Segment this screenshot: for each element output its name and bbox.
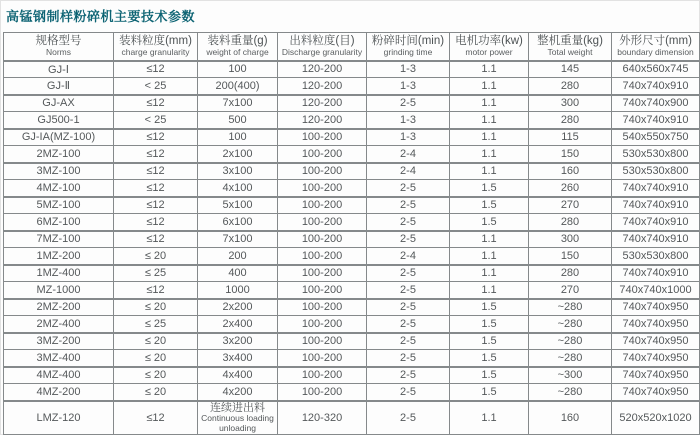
cell: 2MZ-200 [4, 299, 114, 316]
cell: ≤12 [114, 180, 198, 197]
cell: 100-200 [278, 282, 367, 299]
table-row [4, 384, 700, 401]
cell: 2-4 [367, 163, 450, 180]
cell: ≤12 [114, 129, 198, 146]
column-header-zh: 粉碎时间(min) [371, 34, 445, 47]
cell: 150 [529, 146, 612, 163]
cell: 4MZ-400 [4, 367, 114, 384]
cell: ~280 [529, 299, 612, 316]
cell: 2-5 [367, 367, 450, 384]
cell: 100-200 [278, 163, 367, 180]
cell: 520x520x1020 [612, 401, 700, 435]
cell: ≤12 [114, 282, 198, 299]
cell: 100 [198, 129, 278, 146]
cell: 500 [198, 112, 278, 129]
cell: 1.1 [450, 265, 529, 282]
table-row [4, 248, 700, 265]
cell: 1.1 [450, 78, 529, 95]
column-header-zh: 规格型号 [35, 34, 82, 47]
cell: 2-5 [367, 401, 450, 435]
cell: 4x400 [198, 367, 278, 384]
cell: 100-200 [278, 129, 367, 146]
cell: 740x740x950 [612, 384, 700, 401]
cell: ≤12 [114, 401, 198, 435]
cell-line: Continuous loading [201, 413, 274, 424]
cell: 1.1 [450, 401, 529, 435]
column-header-en: Discharge granularity [281, 47, 363, 58]
cell: 4MZ-200 [4, 384, 114, 401]
cell: 1.1 [450, 146, 529, 163]
cell: ≤ 20 [114, 350, 198, 367]
cell: 5x100 [198, 197, 278, 214]
cell: 5MZ-100 [4, 197, 114, 214]
column-header-en: grinding time [383, 47, 433, 58]
cell: ~280 [529, 316, 612, 333]
cell: 4MZ-100 [4, 180, 114, 197]
cell: GJ-Ⅱ [4, 78, 114, 95]
table-row [4, 299, 700, 316]
cell: 1.5 [450, 299, 529, 316]
cell: 2-5 [367, 180, 450, 197]
cell-line: 连续进出料 [210, 402, 265, 415]
cell: LMZ-120 [4, 401, 114, 435]
cell: 260 [529, 180, 612, 197]
cell: MZ-1000 [4, 282, 114, 299]
cell: 740x740x1000 [612, 282, 700, 299]
cell: 2x200 [198, 299, 278, 316]
cell: 740x740x910 [612, 214, 700, 231]
cell: 2-5 [367, 384, 450, 401]
cell: 2-4 [367, 146, 450, 163]
cell: 2-4 [367, 248, 450, 265]
cell: 120-200 [278, 95, 367, 112]
table-row [4, 61, 700, 78]
column-header-7 [612, 33, 700, 61]
table-row [4, 78, 700, 95]
cell: 100-200 [278, 367, 367, 384]
cell: ≤ 20 [114, 384, 198, 401]
cell: < 25 [114, 112, 198, 129]
column-header-2 [198, 33, 278, 61]
cell: 2-5 [367, 282, 450, 299]
column-header-en: Total weight [547, 47, 593, 58]
cell: ≤12 [114, 163, 198, 180]
cell: 740x740x900 [612, 95, 700, 112]
table-row [4, 214, 700, 231]
table-row [4, 367, 700, 384]
cell-line: unloading [219, 422, 256, 433]
cell: 120-200 [278, 78, 367, 95]
column-header-en: weight of charge [206, 47, 269, 58]
cell: 740x740x910 [612, 78, 700, 95]
cell: ≤ 25 [114, 316, 198, 333]
cell: 2MZ-400 [4, 316, 114, 333]
cell: 1.1 [450, 163, 529, 180]
cell: ~280 [529, 333, 612, 350]
column-header-0 [4, 33, 114, 61]
column-header-4 [367, 33, 450, 61]
cell: ≤12 [114, 146, 198, 163]
cell: 6MZ-100 [4, 214, 114, 231]
cell: 270 [529, 197, 612, 214]
header-row [4, 33, 700, 61]
cell: 4x200 [198, 384, 278, 401]
column-header-zh: 装料粒度(mm) [119, 34, 192, 47]
column-header-6 [529, 33, 612, 61]
cell: 2-5 [367, 265, 450, 282]
cell: ≤ 20 [114, 333, 198, 350]
table-row [4, 129, 700, 146]
column-header-5 [450, 33, 529, 61]
cell: ≤ 20 [114, 367, 198, 384]
cell: ≤ 20 [114, 248, 198, 265]
cell: 740x740x910 [612, 265, 700, 282]
column-header-en: charge granularity [121, 47, 190, 58]
table-row [4, 231, 700, 248]
cell: 280 [529, 78, 612, 95]
cell: 740x740x910 [612, 197, 700, 214]
column-header-en: motor power [465, 47, 513, 58]
cell: 1-3 [367, 129, 450, 146]
cell: 100-200 [278, 384, 367, 401]
table-body [4, 61, 700, 435]
table-row [4, 282, 700, 299]
cell: 1.5 [450, 180, 529, 197]
column-header-en: Norms [45, 47, 72, 58]
cell: GJ-IA(MZ-100) [4, 129, 114, 146]
cell: 300 [529, 95, 612, 112]
cell: 2-5 [367, 214, 450, 231]
specs-table [3, 32, 700, 435]
cell: 1.1 [450, 95, 529, 112]
cell: 3x400 [198, 350, 278, 367]
cell: 115 [529, 129, 612, 146]
cell: 540x550x750 [612, 129, 700, 146]
table-row [4, 163, 700, 180]
cell: 6x100 [198, 214, 278, 231]
cell: 530x530x800 [612, 146, 700, 163]
cell: 1.5 [450, 384, 529, 401]
cell: 2-5 [367, 299, 450, 316]
table-row [4, 333, 700, 350]
cell: 1.5 [450, 316, 529, 333]
column-header-zh: 电机功率(kw) [455, 34, 523, 47]
cell: 200 [198, 248, 278, 265]
cell: 4x100 [198, 180, 278, 197]
cell: 2-5 [367, 333, 450, 350]
cell: ≤ 20 [114, 299, 198, 316]
cell: 3MZ-400 [4, 350, 114, 367]
table-row [4, 265, 700, 282]
cell: 2x400 [198, 316, 278, 333]
cell: 1.5 [450, 367, 529, 384]
cell: 145 [529, 61, 612, 78]
cell: 100-200 [278, 299, 367, 316]
cell: 200(400) [198, 78, 278, 95]
column-header-zh: 出料粒度(目) [289, 34, 355, 47]
cell: 2x100 [198, 146, 278, 163]
cell: 1.5 [450, 197, 529, 214]
table-row [4, 197, 700, 214]
cell: 1MZ-400 [4, 265, 114, 282]
cell: 100 [198, 61, 278, 78]
cell: 400 [198, 265, 278, 282]
cell: 1MZ-200 [4, 248, 114, 265]
cell: 2-5 [367, 231, 450, 248]
cell: 2-5 [367, 350, 450, 367]
cell: ≤12 [114, 95, 198, 112]
table-row [4, 180, 700, 197]
cell: 100-200 [278, 231, 367, 248]
cell: 150 [529, 248, 612, 265]
cell: ≤12 [114, 231, 198, 248]
cell: 1.5 [450, 350, 529, 367]
cell: 100-200 [278, 333, 367, 350]
cell: 640x560x745 [612, 61, 700, 78]
cell: 100-200 [278, 316, 367, 333]
cell: 120-320 [278, 401, 367, 435]
page-title: 高锰钢制样粉碎机主要技术参数 [6, 9, 196, 24]
table-row [4, 401, 700, 435]
cell: 3x200 [198, 333, 278, 350]
cell: GJ-AX [4, 95, 114, 112]
cell: 160 [529, 163, 612, 180]
cell: 1.1 [450, 112, 529, 129]
cell: 740x740x950 [612, 350, 700, 367]
cell: 280 [529, 112, 612, 129]
cell: 120-200 [278, 112, 367, 129]
cell: 160 [529, 401, 612, 435]
cell: 2-5 [367, 95, 450, 112]
cell: ≤12 [114, 61, 198, 78]
cell: 270 [529, 282, 612, 299]
cell: GJ-Ⅰ [4, 61, 114, 78]
cell: 100-200 [278, 265, 367, 282]
cell: 740x740x950 [612, 367, 700, 384]
table-header [4, 33, 700, 61]
cell: 7x100 [198, 231, 278, 248]
table-row [4, 316, 700, 333]
cell: 100-200 [278, 180, 367, 197]
cell: 100-200 [278, 197, 367, 214]
cell: 300 [529, 231, 612, 248]
cell: 1.5 [450, 333, 529, 350]
cell: 740x740x910 [612, 180, 700, 197]
cell: 3MZ-100 [4, 163, 114, 180]
column-header-1 [114, 33, 198, 61]
cell: 530x530x800 [612, 248, 700, 265]
cell: 2MZ-100 [4, 146, 114, 163]
cell: 3MZ-200 [4, 333, 114, 350]
cell: 530x530x800 [612, 163, 700, 180]
cell: ≤ 25 [114, 265, 198, 282]
column-header-zh: 装料重量(g) [207, 34, 268, 47]
cell: GJ500-1 [4, 112, 114, 129]
cell: 2-5 [367, 197, 450, 214]
cell: 7MZ-100 [4, 231, 114, 248]
table-row [4, 350, 700, 367]
cell: 100-200 [278, 248, 367, 265]
cell: 100-200 [278, 350, 367, 367]
cell: 100-200 [278, 214, 367, 231]
cell: 1.1 [450, 231, 529, 248]
cell: < 25 [114, 78, 198, 95]
cell: 280 [529, 214, 612, 231]
cell: 280 [529, 265, 612, 282]
cell: 1.1 [450, 129, 529, 146]
column-header-3 [278, 33, 367, 61]
cell: 1-3 [367, 112, 450, 129]
cell: 740x740x910 [612, 112, 700, 129]
table-row [4, 112, 700, 129]
column-header-en: boundary dimension [617, 47, 694, 58]
cell: 2-5 [367, 316, 450, 333]
cell: 1.1 [450, 282, 529, 299]
cell: 3x100 [198, 163, 278, 180]
cell: 740x740x950 [612, 299, 700, 316]
cell: ≤12 [114, 214, 198, 231]
cell: 740x740x950 [612, 333, 700, 350]
cell: 740x740x950 [612, 316, 700, 333]
cell: ~300 [529, 367, 612, 384]
cell: 1.1 [450, 248, 529, 265]
cell: 1000 [198, 282, 278, 299]
cell: 1.1 [450, 61, 529, 78]
column-header-zh: 整机重量(kg) [537, 34, 603, 47]
cell: 100-200 [278, 146, 367, 163]
cell: 1-3 [367, 61, 450, 78]
cell: 120-200 [278, 61, 367, 78]
cell: ~280 [529, 350, 612, 367]
cell [198, 401, 278, 435]
cell: 1.5 [450, 214, 529, 231]
cell: 740x740x910 [612, 231, 700, 248]
cell: ~280 [529, 384, 612, 401]
cell: ≤12 [114, 197, 198, 214]
cell: 1-3 [367, 78, 450, 95]
table-row [4, 146, 700, 163]
cell: 7x100 [198, 95, 278, 112]
table-row [4, 95, 700, 112]
column-header-zh: 外形尺寸(mm) [619, 34, 692, 47]
